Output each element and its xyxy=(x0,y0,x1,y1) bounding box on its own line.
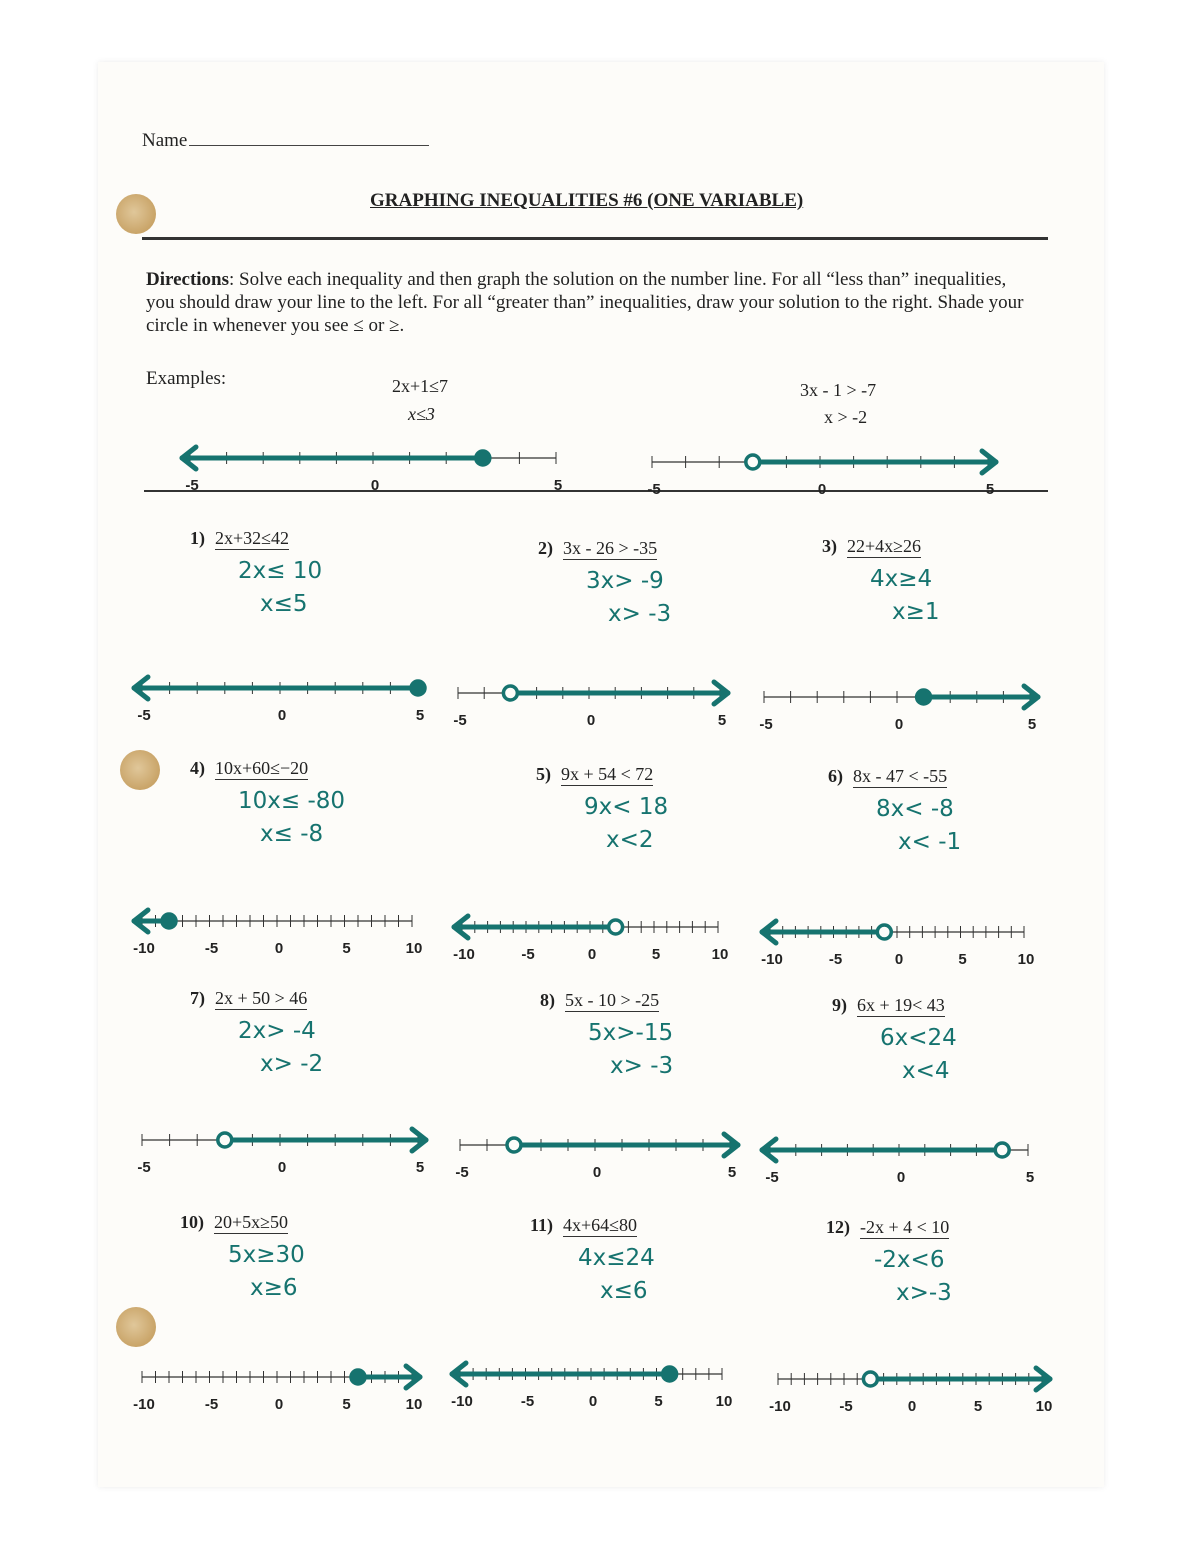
tick-label: 5 xyxy=(1027,716,1037,733)
problem-equation: 3x - 26 > -35 xyxy=(563,538,658,558)
problem-12 xyxy=(826,1217,949,1238)
tick-label: 5 xyxy=(342,940,351,957)
tick-label: 10 xyxy=(405,940,423,957)
tick-label: -5 xyxy=(759,716,773,733)
tick-label: -5 xyxy=(185,477,199,494)
tick-label: 10 xyxy=(1035,1398,1053,1415)
problem-equation: 4x+64≤80 xyxy=(563,1215,638,1235)
problem-number: 10) xyxy=(180,1212,204,1232)
tick-label: -5 xyxy=(520,1393,535,1410)
handwritten-step: 2x≤ 10 xyxy=(238,558,323,584)
tick-label: -10 xyxy=(133,1396,155,1413)
problem-equation: -2x + 4 < 10 xyxy=(860,1217,950,1237)
tick-label: -10 xyxy=(133,940,155,957)
tick-label: -5 xyxy=(204,1396,219,1413)
tick-label: 5 xyxy=(717,712,727,729)
tick-label: 5 xyxy=(1025,1169,1035,1186)
problem-3 xyxy=(822,536,921,557)
problem-equation: 2x+32≤42 xyxy=(215,528,290,548)
tick-label: 0 xyxy=(592,1164,602,1181)
problem-equation: 10x+60≤−20 xyxy=(215,758,309,778)
problem-5 xyxy=(536,764,653,785)
example-1-problem: 2x+1≤7 xyxy=(392,376,449,396)
handwritten-step: 4x≤24 xyxy=(578,1245,655,1271)
handwritten-step: x≥6 xyxy=(250,1275,298,1301)
problem-1 xyxy=(190,528,289,549)
handwritten-step: 5x>-15 xyxy=(588,1020,674,1046)
tick-label: 5 xyxy=(342,1396,351,1413)
problem-equation: 5x - 10 > -25 xyxy=(565,990,660,1010)
tick-label: 10 xyxy=(711,946,729,963)
problem-7 xyxy=(190,988,307,1009)
tick-label: 0 xyxy=(586,712,596,729)
problem-2 xyxy=(538,538,657,559)
directions-text: : Solve each inequality and then graph the solution on the number line. For all “less than” inequalities, you should draw your line to the left. For all “greater than” inequalities, draw your solution to the right. Shade your circle in whenever you see ≤ or ≥. xyxy=(146,269,1024,336)
tick-label: 5 xyxy=(654,1393,663,1410)
handwritten-step: 10x≤ -80 xyxy=(238,788,346,814)
handwritten-step: 4x≥4 xyxy=(870,566,933,592)
tick-label: 5 xyxy=(985,481,995,498)
handwritten-step: x≤ -8 xyxy=(260,821,324,847)
tick-label: 0 xyxy=(587,946,597,963)
problem-8 xyxy=(540,990,659,1011)
tick-label: 0 xyxy=(896,1169,906,1186)
handwritten-step: 3x> -9 xyxy=(586,568,664,594)
problem-equation: 20+5x≥50 xyxy=(214,1212,289,1232)
open-circle xyxy=(863,1372,877,1386)
handwritten-step: x≤5 xyxy=(260,591,308,617)
tick-label: -10 xyxy=(453,946,475,963)
tick-label: 5 xyxy=(415,1159,425,1176)
problem-number: 6) xyxy=(828,766,843,786)
handwritten-step: 8x< -8 xyxy=(876,796,954,822)
open-circle xyxy=(995,1143,1009,1157)
problem-equation: 9x + 54 < 72 xyxy=(561,764,654,784)
tick-label: 0 xyxy=(277,707,287,724)
problem-number: 2) xyxy=(538,538,553,558)
tick-label: -5 xyxy=(455,1164,469,1181)
name-blank[interactable] xyxy=(189,145,429,146)
tick-label: 0 xyxy=(907,1398,917,1415)
tick-label: 5 xyxy=(727,1164,737,1181)
tick-label: -5 xyxy=(521,946,535,963)
tick-label: 5 xyxy=(973,1398,983,1415)
tick-label: 10 xyxy=(715,1393,733,1410)
problem-number: 4) xyxy=(190,758,205,778)
tick-label: -5 xyxy=(647,481,661,498)
handwritten-step: x>-3 xyxy=(896,1280,952,1306)
tick-label: 5 xyxy=(651,946,661,963)
handwritten-step: 2x> -4 xyxy=(238,1018,316,1044)
handwritten-step: x> -3 xyxy=(610,1053,674,1079)
handwritten-step: 6x<24 xyxy=(880,1025,957,1051)
example-2-problem: 3x - 1 > -7 xyxy=(800,380,877,400)
tick-label: 0 xyxy=(817,481,827,498)
example-1-solution: x≤3 xyxy=(408,404,435,424)
handwritten-step: x> -2 xyxy=(260,1051,324,1077)
handwritten-step: 9x< 18 xyxy=(584,794,669,820)
examples-label: Examples: xyxy=(146,368,227,389)
closed-circle xyxy=(917,690,931,704)
problem-equation: 2x + 50 > 46 xyxy=(215,988,308,1008)
problem-equation: 6x + 19< 43 xyxy=(857,995,945,1015)
closed-circle xyxy=(162,914,176,928)
handwritten-step: x> -3 xyxy=(608,601,672,627)
closed-circle xyxy=(351,1370,365,1384)
tick-label: 0 xyxy=(274,1396,284,1413)
hole-punch xyxy=(120,750,160,790)
closed-circle xyxy=(476,451,490,465)
open-circle xyxy=(877,925,891,939)
tick-label: -5 xyxy=(204,940,219,957)
name-field[interactable] xyxy=(142,130,429,152)
tick-label: -10 xyxy=(761,951,783,968)
tick-label: 5 xyxy=(553,477,563,494)
hole-punch xyxy=(116,1307,156,1347)
tick-label: 0 xyxy=(588,1393,598,1410)
handwritten-step: x< -1 xyxy=(898,829,962,855)
tick-label: -5 xyxy=(137,1159,151,1176)
tick-label: 5 xyxy=(415,707,425,724)
tick-label: 0 xyxy=(894,951,904,968)
tick-label: 0 xyxy=(370,477,380,494)
hole-punch xyxy=(116,194,156,234)
directions-label: Directions xyxy=(146,269,230,290)
closed-circle xyxy=(663,1367,677,1381)
open-circle xyxy=(609,920,623,934)
handwritten-step: x<2 xyxy=(606,827,654,853)
tick-label: -5 xyxy=(137,707,151,724)
handwritten-step: -2x<6 xyxy=(874,1247,945,1273)
problem-equation: 22+4x≥26 xyxy=(847,536,922,556)
tick-label: 0 xyxy=(894,716,904,733)
problem-number: 5) xyxy=(536,764,551,784)
tick-label: 10 xyxy=(1017,951,1035,968)
problem-number: 9) xyxy=(832,995,847,1015)
problem-number: 12) xyxy=(826,1217,850,1237)
tick-label: 5 xyxy=(958,951,967,968)
tick-label: 10 xyxy=(405,1396,423,1413)
handwritten-step: x≤6 xyxy=(600,1278,648,1304)
open-circle xyxy=(503,686,517,700)
problem-11 xyxy=(530,1215,637,1236)
open-circle xyxy=(746,455,760,469)
problem-6 xyxy=(828,766,947,787)
closed-circle xyxy=(411,681,425,695)
directions xyxy=(146,268,1036,337)
problem-number: 7) xyxy=(190,988,205,1008)
page-title: GRAPHING INEQUALITIES #6 (ONE VARIABLE) xyxy=(370,190,804,211)
problem-number: 3) xyxy=(822,536,837,556)
open-circle xyxy=(218,1133,232,1147)
tick-label: 0 xyxy=(277,1159,287,1176)
problem-equation: 8x - 47 < -55 xyxy=(853,766,948,786)
tick-label: 0 xyxy=(274,940,284,957)
handwritten-step: x≥1 xyxy=(892,599,940,625)
tick-label: -5 xyxy=(765,1169,779,1186)
tick-label: -10 xyxy=(769,1398,791,1415)
name-label: Name xyxy=(142,130,188,151)
problem-4 xyxy=(190,758,308,779)
tick-label: -5 xyxy=(839,1398,853,1415)
problem-9 xyxy=(832,995,945,1016)
tick-label: -5 xyxy=(828,951,843,968)
tick-label: -5 xyxy=(453,712,467,729)
tick-label: -10 xyxy=(451,1393,473,1410)
open-circle xyxy=(507,1138,521,1152)
problem-number: 11) xyxy=(530,1215,554,1235)
handwritten-step: x<4 xyxy=(902,1058,950,1084)
handwritten-step: 5x≥30 xyxy=(228,1242,305,1268)
problem-10 xyxy=(180,1212,288,1233)
example-2-solution: x > -2 xyxy=(824,407,868,427)
problem-number: 1) xyxy=(190,528,205,548)
problem-number: 8) xyxy=(540,990,555,1010)
title-divider xyxy=(142,237,1048,240)
